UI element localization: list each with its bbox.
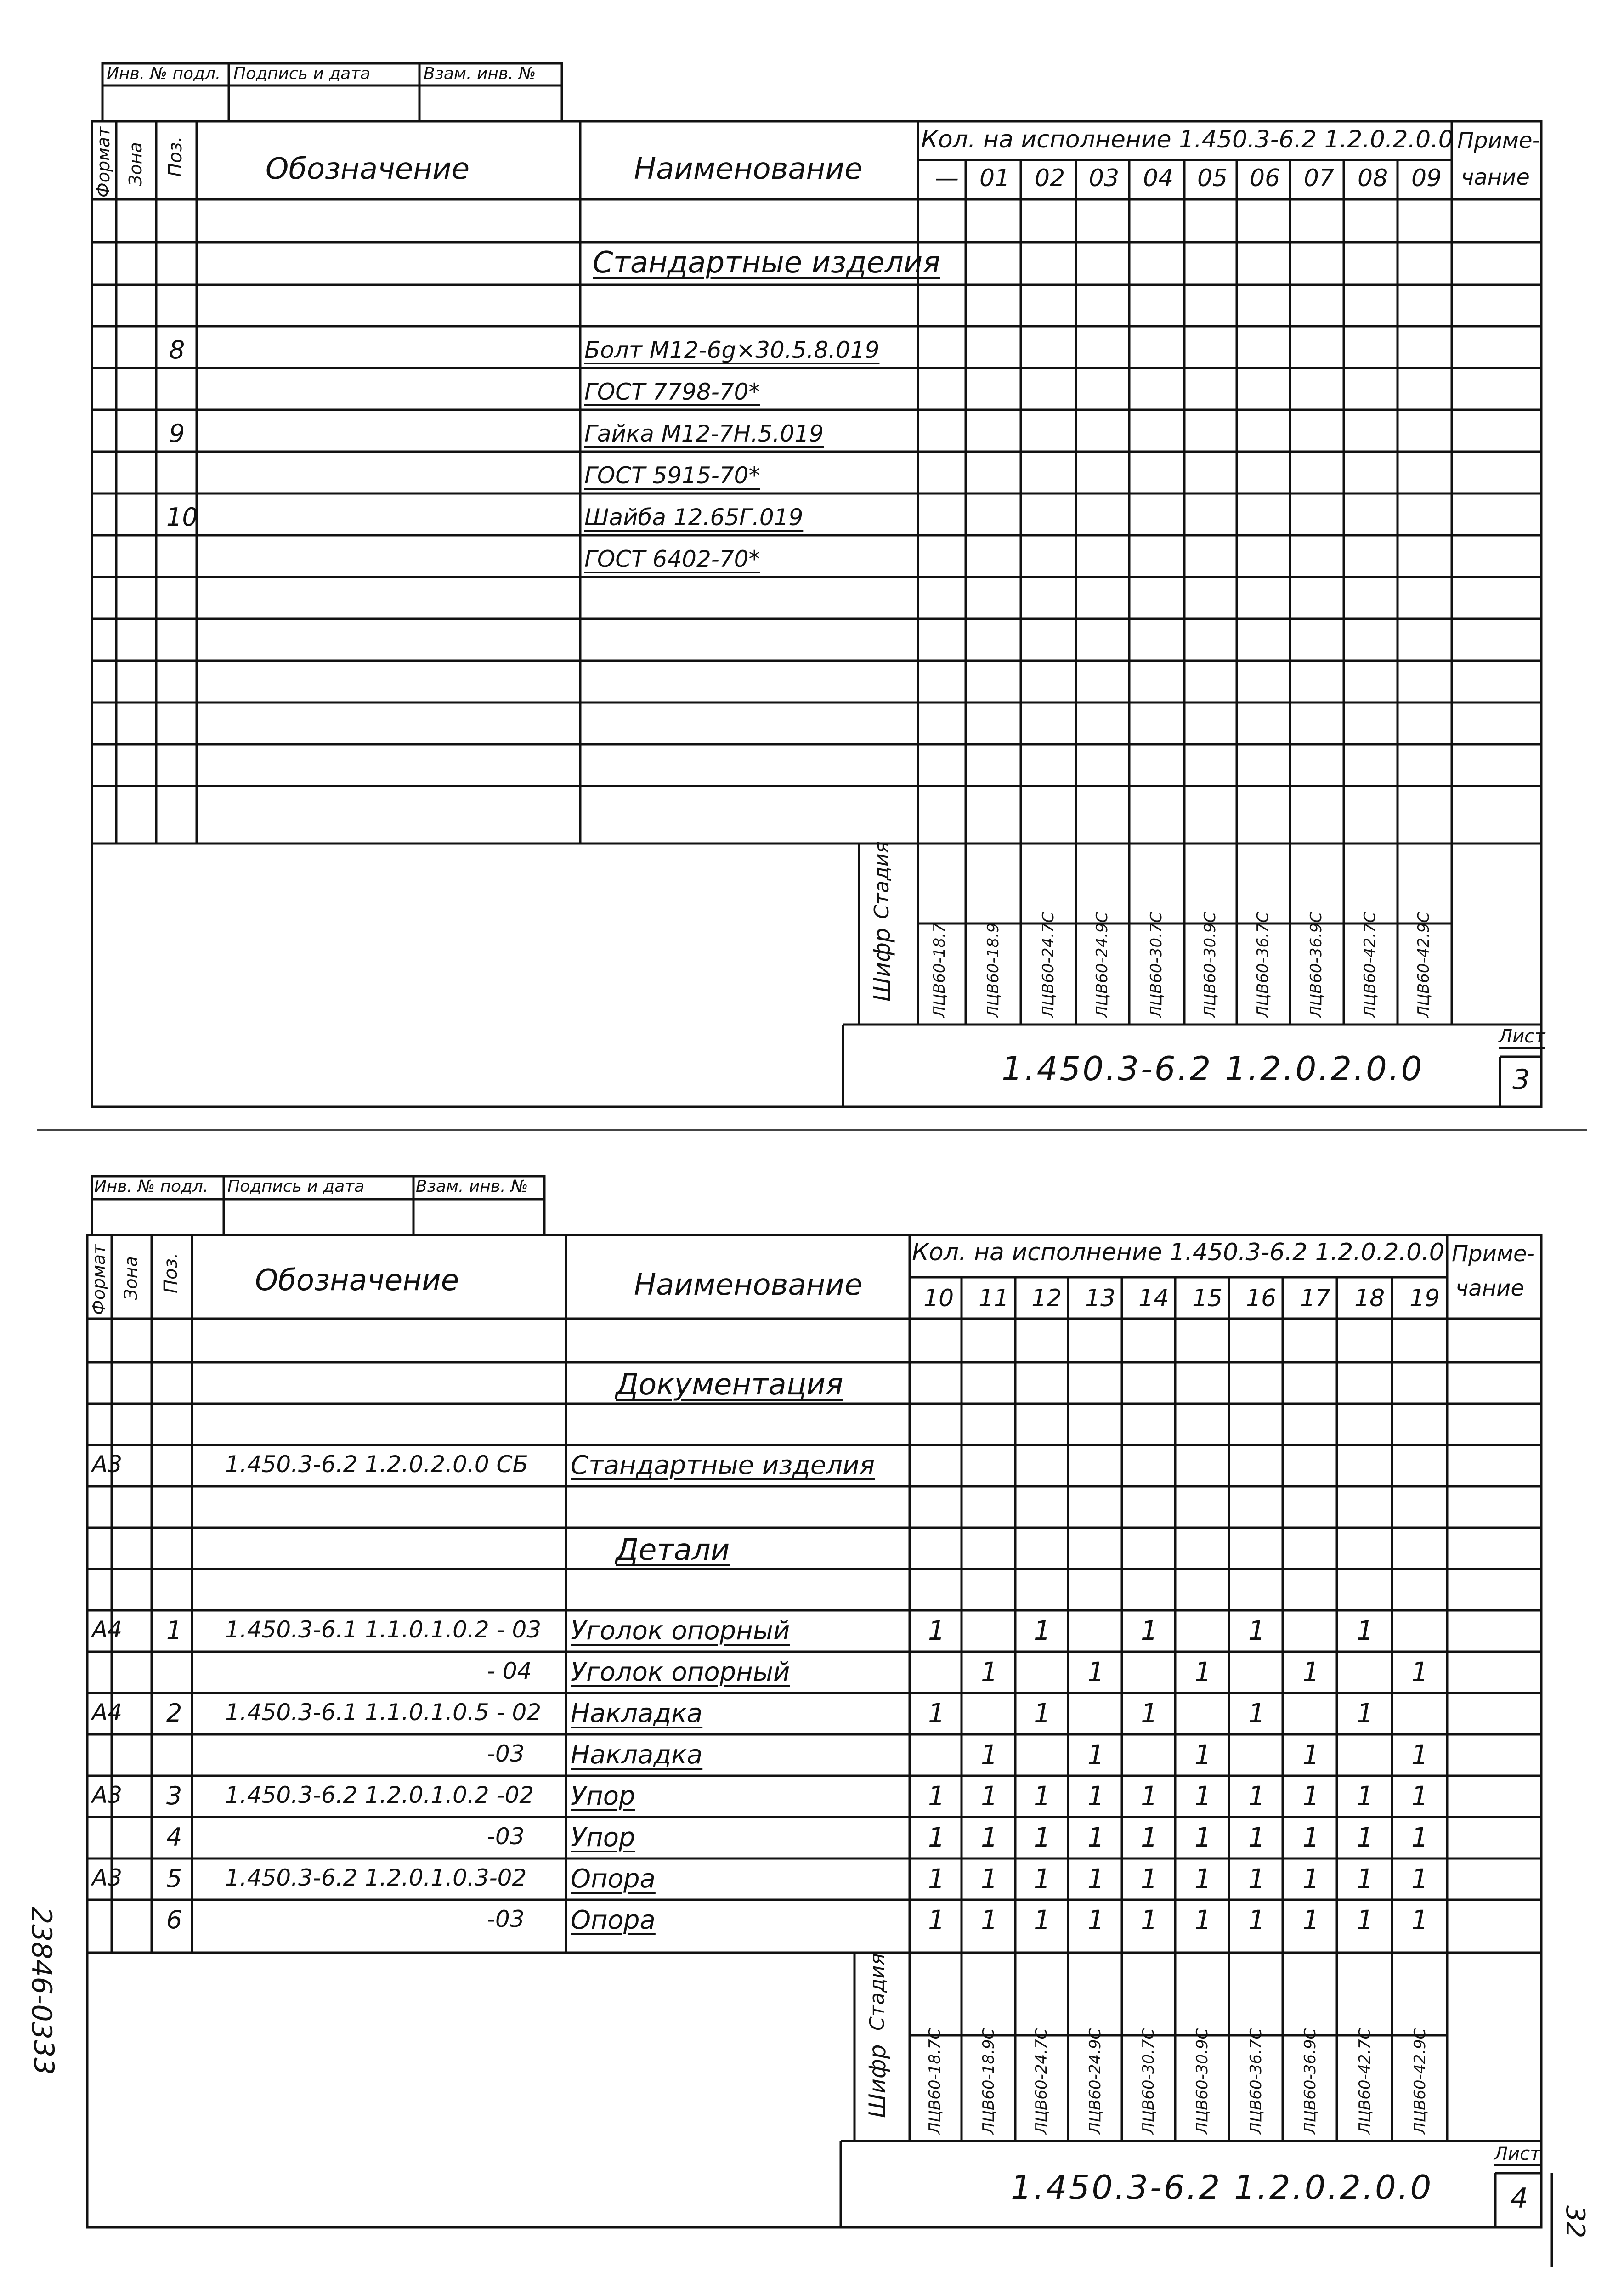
qty-cell: 1 (1357, 1698, 1374, 1729)
qty-cell: 1 (1141, 1698, 1158, 1729)
header-oboznachenie: Обозначение (255, 1263, 459, 1297)
row-poz: 1 (166, 1616, 182, 1645)
cipher-code: ЛЦВ60-42.9С (1415, 912, 1433, 1018)
row-naim: Накладка (571, 1699, 703, 1728)
row-oboznachenie: -03 (487, 1906, 525, 1932)
stamp-inv-podl: Инв. № подл. (107, 64, 221, 83)
row-naim: Упор (571, 1781, 635, 1811)
qty-cell: 1 (1411, 1904, 1428, 1936)
qty-cell: 1 (1248, 1780, 1265, 1812)
cipher-code: ЛЦВ60-30.7С (1139, 2028, 1158, 2134)
qty-cell: 1 (1194, 1739, 1211, 1770)
header-prime: Приме- (1452, 1241, 1535, 1267)
header-chanie: чание (1461, 164, 1530, 190)
exec-col: 09 (1411, 164, 1442, 192)
row-oboznachenie: -03 (487, 1740, 525, 1767)
qty-cell: 1 (1194, 1904, 1211, 1936)
qty-cell: 1 (1357, 1863, 1374, 1894)
qty-cell: 1 (1357, 1822, 1374, 1853)
row-poz: 2 (166, 1699, 182, 1728)
exec-col: 11 (979, 1285, 1009, 1312)
row-format: А4 (92, 1699, 123, 1726)
qty-cell: 1 (1087, 1656, 1104, 1688)
header-poz: Поз. (165, 136, 186, 177)
row-poz: 5 (166, 1864, 182, 1893)
row-naim: Гайка М12-7Н.5.019 (584, 420, 824, 447)
qty-cell: 1 (1411, 1739, 1428, 1770)
header-chanie: чание (1455, 1275, 1524, 1301)
qty-cell: 1 (928, 1780, 945, 1812)
row-format: А3 (92, 1864, 123, 1891)
qty-cell: 1 (1248, 1863, 1265, 1894)
row-naim: Стандартные изделия (571, 1450, 875, 1480)
page-number-right: 32 (1560, 2205, 1590, 2238)
qty-cell: 1 (1302, 1822, 1319, 1853)
row-oboznachenie: - 04 (487, 1658, 532, 1684)
list-number: 4 (1511, 2182, 1528, 2215)
row-oboznachenie: 1.450.3-6.1 1.1.0.1.0.5 - 02 (225, 1699, 542, 1726)
header-naimenovanie: Наименование (634, 152, 863, 186)
cipher-code: ЛЦВ60-30.9С (1193, 2028, 1211, 2134)
qty-cell: 1 (1141, 1904, 1158, 1936)
row-poz: 9 (169, 419, 185, 448)
exec-col: 15 (1192, 1285, 1223, 1312)
qty-cell: 1 (928, 1822, 945, 1853)
section-heading: Стандартные изделия (593, 246, 940, 280)
row-oboznachenie: 1.450.3-6.1 1.1.0.1.0.2 - 03 (225, 1616, 542, 1643)
row-naim: Шайба 12.65Г.019 (584, 504, 804, 531)
doc-number: 1.450.3-6.2 1.2.0.2.0.0 (1002, 1049, 1424, 1088)
row-oboznachenie: -03 (487, 1823, 525, 1850)
row-naim: Накладка (571, 1740, 703, 1770)
row-poz: 10 (166, 503, 198, 532)
exec-col: 06 (1250, 164, 1280, 192)
header-format: Формат (93, 126, 113, 198)
qty-cell: 1 (1194, 1780, 1211, 1812)
qty-cell: 1 (1302, 1904, 1319, 1936)
header-poz: Поз. (160, 1252, 181, 1293)
header-kol: Кол. на исполнение 1.450.3-6.2 1.2.0.2.0.0 (912, 1239, 1444, 1266)
stamp-podpis-data: Подпись и дата (227, 1177, 365, 1196)
qty-cell: 1 (981, 1780, 998, 1812)
qty-cell: 1 (1302, 1780, 1319, 1812)
qty-cell: 1 (1248, 1615, 1265, 1646)
qty-cell: 1 (981, 1863, 998, 1894)
qty-cell: 1 (1411, 1780, 1428, 1812)
stamp-podpis-data: Подпись и дата (233, 64, 371, 83)
qty-cell: 1 (1194, 1863, 1211, 1894)
qty-cell: 1 (1194, 1656, 1211, 1688)
row-naim: Опора (571, 1864, 656, 1894)
row-poz: 6 (166, 1905, 182, 1934)
exec-col: 02 (1035, 164, 1065, 192)
qty-cell: 1 (1357, 1904, 1374, 1936)
section-heading: Детали (616, 1533, 730, 1567)
cipher-code: ЛЦВ60-42.7С (1361, 912, 1379, 1018)
exec-col: 07 (1304, 164, 1335, 192)
cipher-code: ЛЦВ60-30.9С (1201, 912, 1219, 1018)
shifr-label: Шифр (869, 928, 895, 1002)
qty-cell: 1 (1034, 1904, 1051, 1936)
header-zona: Зона (121, 1256, 141, 1300)
cipher-code: ЛЦВ60-24.9С (1093, 912, 1111, 1018)
row-poz: 3 (166, 1781, 182, 1810)
row-poz: 8 (169, 335, 185, 364)
exec-col: 18 (1354, 1285, 1385, 1312)
shifr-label: Шифр (864, 2044, 891, 2118)
qty-cell: 1 (1034, 1822, 1051, 1853)
exec-col: 08 (1358, 164, 1388, 192)
row-naim: ГОСТ 6402-70* (584, 546, 760, 572)
qty-cell: 1 (1141, 1615, 1158, 1646)
stadia-label: Стадия (866, 1953, 889, 2031)
qty-cell: 1 (928, 1615, 945, 1646)
exec-col: 01 (979, 164, 1010, 192)
qty-cell: 1 (1141, 1863, 1158, 1894)
row-poz: 4 (166, 1823, 182, 1852)
qty-cell: 1 (981, 1904, 998, 1936)
qty-cell: 1 (1357, 1615, 1374, 1646)
row-naim: Опора (571, 1905, 656, 1935)
cipher-code: ЛЦВ60-24.7С (1039, 912, 1058, 1018)
qty-cell: 1 (1248, 1698, 1265, 1729)
exec-col: 16 (1246, 1285, 1277, 1312)
qty-cell: 1 (928, 1863, 945, 1894)
cipher-code: ЛЦВ60-24.9С (1086, 2028, 1104, 2134)
qty-cell: 1 (1087, 1822, 1104, 1853)
list-label: Лист (1494, 2143, 1541, 2164)
header-kol: Кол. на исполнение 1.450.3-6.2 1.2.0.2.0.0 (921, 126, 1454, 153)
row-oboznachenie: 1.450.3-6.2 1.2.0.1.0.2 -02 (225, 1782, 534, 1808)
row-format: А4 (92, 1616, 123, 1643)
section-heading: Документация (616, 1368, 843, 1402)
page-number-left: 33 (28, 2040, 60, 2075)
stamp-vzam-inv: Взам. инв. № (416, 1177, 528, 1196)
qty-cell: 1 (1357, 1780, 1374, 1812)
list-label: Лист (1499, 1026, 1545, 1047)
row-naim: Упор (571, 1823, 635, 1852)
cipher-code: ЛЦВ60-36.7С (1247, 2028, 1265, 2134)
qty-cell: 1 (1087, 1739, 1104, 1770)
qty-cell: 1 (1034, 1698, 1051, 1729)
qty-cell: 1 (1302, 1863, 1319, 1894)
exec-col: 03 (1089, 164, 1120, 192)
cipher-code: ЛЦВ60-18.9 (984, 923, 1002, 1018)
stamp-vzam-inv: Взам. инв. № (424, 64, 536, 83)
header-prime: Приме- (1457, 128, 1540, 153)
header-naimenovanie: Наименование (634, 1268, 863, 1302)
header-zona: Зона (125, 142, 146, 186)
exec-col: 17 (1300, 1285, 1331, 1312)
cipher-code: ЛЦВ60-42.9С (1411, 2028, 1429, 2134)
cipher-code: ЛЦВ60-36.9С (1301, 2028, 1319, 2134)
exec-col: 14 (1138, 1285, 1169, 1312)
stamp-inv-podl: Инв. № подл. (94, 1177, 209, 1196)
qty-cell: 1 (1141, 1780, 1158, 1812)
row-naim: ГОСТ 7798-70* (584, 379, 760, 405)
exec-col: 12 (1031, 1285, 1062, 1312)
qty-cell: 1 (1411, 1656, 1428, 1688)
qty-cell: 1 (1034, 1863, 1051, 1894)
exec-col: 05 (1197, 164, 1228, 192)
qty-cell: 1 (928, 1904, 945, 1936)
exec-col: 04 (1143, 164, 1174, 192)
doc-number: 1.450.3-6.2 1.2.0.2.0.0 (1011, 2168, 1433, 2207)
cipher-code: ЛЦВ60-18.7С (926, 2028, 944, 2134)
cipher-code: ЛЦВ60-30.7С (1147, 912, 1166, 1018)
qty-cell: 1 (981, 1822, 998, 1853)
qty-cell: 1 (1302, 1656, 1319, 1688)
qty-cell: 1 (1411, 1822, 1428, 1853)
qty-cell: 1 (1087, 1904, 1104, 1936)
qty-cell: 1 (1302, 1739, 1319, 1770)
qty-cell: 1 (1034, 1780, 1051, 1812)
cipher-code: ЛЦВ60-18.7 (930, 923, 949, 1018)
qty-cell: 1 (1411, 1863, 1428, 1894)
row-naim: ГОСТ 5915-70* (584, 462, 760, 489)
cipher-code: ЛЦВ60-36.9С (1307, 912, 1325, 1018)
qty-cell: 1 (1087, 1863, 1104, 1894)
exec-col: 19 (1409, 1285, 1440, 1312)
cipher-code: ЛЦВ60-24.7С (1032, 2028, 1051, 2134)
stadia-label: Стадия (870, 841, 894, 919)
row-format: А3 (92, 1782, 123, 1808)
row-format: А3 (92, 1451, 123, 1478)
qty-cell: 1 (1087, 1780, 1104, 1812)
row-oboznachenie: 1.450.3-6.2 1.2.0.1.0.3-02 (225, 1864, 527, 1891)
row-naim: Уголок опорный (571, 1657, 790, 1687)
exec-col: — (935, 164, 959, 192)
qty-cell: 1 (1034, 1615, 1051, 1646)
row-oboznachenie: 1.450.3-6.2 1.2.0.2.0.0 СБ (225, 1451, 528, 1478)
header-oboznachenie: Обозначение (266, 152, 470, 186)
qty-cell: 1 (1248, 1822, 1265, 1853)
qty-cell: 1 (1141, 1822, 1158, 1853)
header-format: Формат (89, 1244, 109, 1315)
row-naim: Болт М12-6g×30.5.8.019 (584, 337, 880, 363)
archive-number: 23846-03 (25, 1907, 57, 2039)
qty-cell: 1 (981, 1656, 998, 1688)
list-number: 3 (1512, 1064, 1530, 1096)
qty-cell: 1 (981, 1739, 998, 1770)
cipher-code: ЛЦВ60-18.9С (979, 2028, 998, 2134)
row-naim: Уголок опорный (571, 1616, 790, 1646)
exec-col: 10 (923, 1285, 954, 1312)
qty-cell: 1 (1194, 1822, 1211, 1853)
qty-cell: 1 (1248, 1904, 1265, 1936)
exec-col: 13 (1085, 1285, 1116, 1312)
cipher-code: ЛЦВ60-42.7С (1356, 2028, 1374, 2134)
cipher-code: ЛЦВ60-36.7С (1254, 912, 1272, 1018)
qty-cell: 1 (928, 1698, 945, 1729)
